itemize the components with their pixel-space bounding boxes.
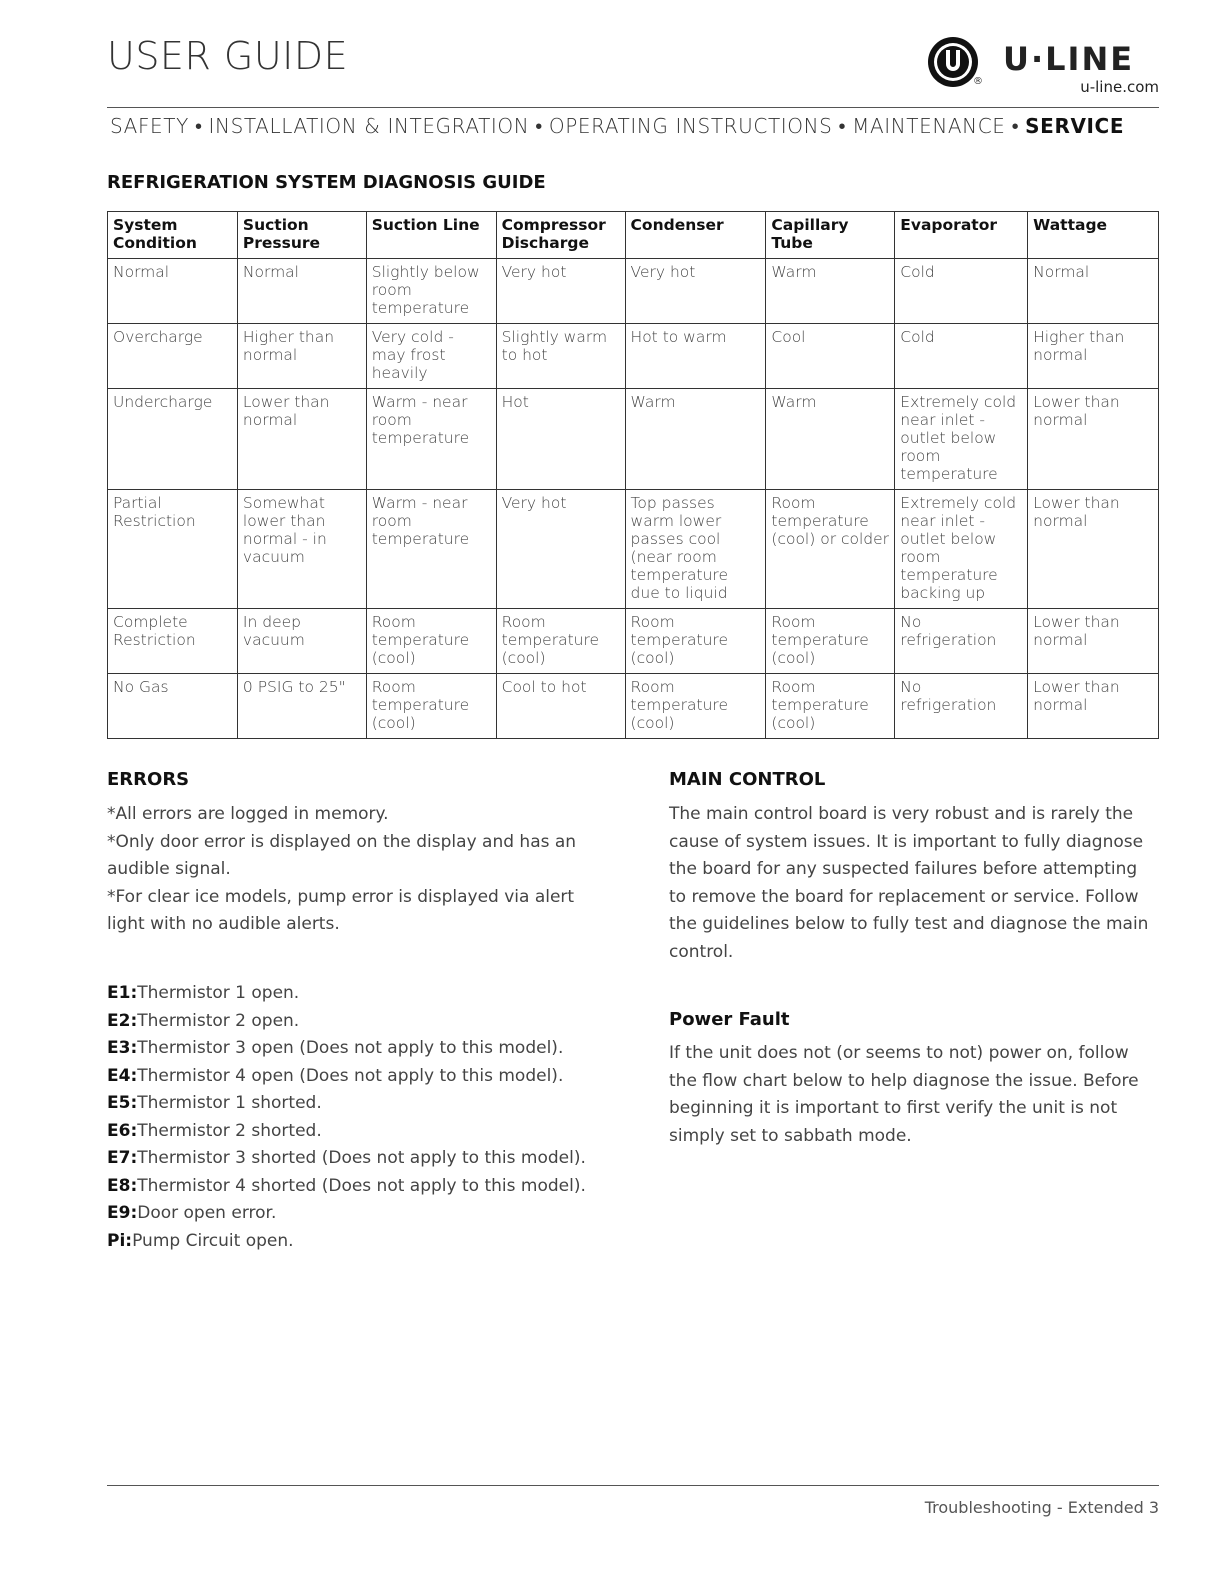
error-code: E7: (107, 1148, 138, 1168)
error-code: E9: (107, 1203, 138, 1223)
table-cell: Normal (108, 259, 238, 324)
table-cell: Hot to warm (625, 324, 766, 389)
table-cell: Room temperature (cool) (366, 674, 496, 739)
column-header: Wattage (1028, 212, 1159, 259)
column-header: Evaporator (895, 212, 1028, 259)
table-cell: No refrigeration (895, 674, 1028, 739)
table-cell: Normal (1028, 259, 1159, 324)
table-cell: Room temperature (cool) (625, 609, 766, 674)
main-control-body: The main control board is very robust and is rarely the cause of system issues. It is important to fully diagnose the board for any suspected failures before attempting to remove the board for replacement or service. Follow the guidelines below to fully test and diagnose the main control. (669, 804, 1149, 962)
table-cell: Lower than normal (1028, 490, 1159, 609)
error-code: E3: (107, 1038, 138, 1058)
errors-note: *For clear ice models, pump error is displayed via alert light with no audible alerts. (107, 886, 575, 934)
list-item (107, 1200, 627, 1228)
error-desc: Thermistor 1 shorted. (137, 1093, 322, 1113)
table-cell: Warm (625, 389, 766, 490)
nav-item-installation[interactable]: INSTALLATION & INTEGRATION (208, 114, 530, 138)
diagnosis-table (107, 211, 1159, 739)
list-item (107, 1228, 627, 1256)
error-desc: Door open error. (137, 1203, 277, 1223)
table-cell: No Gas (108, 674, 238, 739)
power-fault-title: Power Fault (669, 1009, 790, 1030)
list-item (107, 1035, 627, 1063)
table-row (108, 674, 1159, 739)
table-cell: Lower than normal (1028, 389, 1159, 490)
column-header: System Condition (108, 212, 238, 259)
error-desc: Thermistor 4 open (Does not apply to this model). (137, 1065, 564, 1086)
error-code: Pi: (107, 1230, 133, 1251)
table-cell: Higher than normal (1028, 324, 1159, 389)
column-header: Condenser (625, 212, 766, 259)
u-line-logo-icon (927, 36, 979, 88)
nav-separator: • (838, 114, 847, 138)
page-header (107, 34, 1159, 108)
error-code: E6: (107, 1120, 138, 1141)
nav-separator: • (1011, 114, 1020, 138)
table-cell: Room temperature (cool) (766, 609, 895, 674)
table-cell: Lower than normal (1028, 609, 1159, 674)
table-cell: Room temperature (cool) (625, 674, 766, 739)
table-cell: Room temperature (cool) (496, 609, 625, 674)
error-desc: Thermistor 3 shorted (Does not apply to this model). (137, 1148, 586, 1168)
nav-item-operating[interactable]: OPERATING INSTRUCTIONS (548, 114, 833, 138)
table-cell: Room temperature (cool) (766, 674, 895, 739)
table-cell: Warm - near room temperature (366, 389, 496, 490)
column-header: Suction Line (366, 212, 496, 259)
list-item (107, 1008, 627, 1036)
table-header-row (108, 212, 1159, 259)
header-divider (107, 107, 1159, 108)
error-code: E5: (107, 1093, 138, 1113)
nav-item-maintenance[interactable]: MAINTENANCE (852, 114, 1006, 138)
errors-section (107, 801, 607, 939)
error-code: E4: (107, 1065, 138, 1086)
table-cell: Warm (766, 259, 895, 324)
column-header: Compressor Discharge (496, 212, 625, 259)
table-cell: Cold (895, 259, 1028, 324)
error-desc: Thermistor 2 shorted. (137, 1120, 322, 1141)
table-cell: Top passes warm lower passes cool (near room temperature due to liquid (625, 490, 766, 609)
table-cell: Very hot (625, 259, 766, 324)
table-cell: Cold (895, 324, 1028, 389)
table-cell: Normal (237, 259, 366, 324)
errors-note: *All errors are logged in memory. (107, 804, 389, 824)
table-cell: Somewhat lower than normal - in vacuum (237, 490, 366, 609)
list-item (107, 1173, 627, 1201)
table-cell: Hot (496, 389, 625, 490)
column-header: Suction Pressure (237, 212, 366, 259)
error-code: E2: (107, 1010, 138, 1031)
errors-title: ERRORS (107, 769, 190, 790)
nav-separator: • (194, 114, 203, 138)
footer-divider (107, 1485, 1159, 1486)
table-row (108, 259, 1159, 324)
errors-note: *Only door error is displayed on the display and has an audible signal. (107, 831, 577, 879)
table-row (108, 324, 1159, 389)
error-desc: Pump Circuit open. (132, 1230, 294, 1251)
table-cell: Warm - near room temperature (366, 490, 496, 609)
table-cell: No refrigeration (895, 609, 1028, 674)
table-cell: Very hot (496, 490, 625, 609)
list-item (107, 1145, 627, 1173)
table-cell: Lower than normal (1028, 674, 1159, 739)
brand-name: U·LINE (1003, 40, 1135, 78)
table-cell: Cool (766, 324, 895, 389)
power-fault-body: If the unit does not (or seems to not) power on, follow the flow chart below to help diagnose the issue. Before beginning it is important to first verify the unit is not simply set to sabbath mode. (669, 1043, 1139, 1146)
list-item (107, 1063, 627, 1091)
error-code: E8: (107, 1175, 138, 1196)
page-footer: Troubleshooting - Extended 3 (924, 1498, 1159, 1517)
table-cell: Very hot (496, 259, 625, 324)
error-desc: Thermistor 3 open (Does not apply to this model). (137, 1038, 564, 1058)
table-row (108, 389, 1159, 490)
table-cell: Overcharge (108, 324, 238, 389)
table-cell: Room temperature (cool) (366, 609, 496, 674)
website-link[interactable]: u-line.com (1080, 78, 1159, 96)
table-cell: Room temperature (cool) or colder (766, 490, 895, 609)
power-fault-section (669, 1040, 1159, 1150)
error-desc: Thermistor 4 shorted (Does not apply to this model). (137, 1175, 586, 1196)
table-cell: Very cold - may frost heavily (366, 324, 496, 389)
table-cell: In deep vacuum (237, 609, 366, 674)
registered-mark: ® (973, 76, 983, 87)
table-cell: Extremely cold near inlet - outlet below room temperature backing up (895, 490, 1028, 609)
table-row (108, 490, 1159, 609)
error-code: E1: (107, 983, 138, 1003)
doc-title: USER GUIDE (107, 34, 349, 78)
table-cell: Complete Restriction (108, 609, 238, 674)
table-cell: Cool to hot (496, 674, 625, 739)
section-nav (110, 114, 1158, 139)
table-cell: 0 PSIG to 25" (237, 674, 366, 739)
list-item (107, 980, 627, 1008)
column-header: Capillary Tube (766, 212, 895, 259)
list-item (107, 1118, 627, 1146)
list-item (107, 1090, 627, 1118)
error-desc: Thermistor 1 open. (137, 983, 300, 1003)
main-control-title: MAIN CONTROL (669, 769, 826, 790)
brand-logo (927, 34, 1159, 94)
table-cell: Higher than normal (237, 324, 366, 389)
error-desc: Thermistor 2 open. (137, 1010, 300, 1031)
table-cell: Partial Restriction (108, 490, 238, 609)
table-cell: Undercharge (108, 389, 238, 490)
table-cell: Lower than normal (237, 389, 366, 490)
table-cell: Extremely cold near inlet - outlet below room temperature (895, 389, 1028, 490)
nav-item-service[interactable]: SERVICE (1025, 114, 1125, 138)
table-row (108, 609, 1159, 674)
table-cell: Slightly below room temperature (366, 259, 496, 324)
error-code-list (107, 980, 627, 1255)
table-cell: Warm (766, 389, 895, 490)
diagnosis-title: REFRIGERATION SYSTEM DIAGNOSIS GUIDE (107, 172, 546, 193)
table-cell: Slightly warm to hot (496, 324, 625, 389)
nav-separator: • (535, 114, 543, 138)
main-control-section (669, 801, 1159, 966)
nav-item-safety[interactable]: SAFETY (110, 114, 189, 138)
